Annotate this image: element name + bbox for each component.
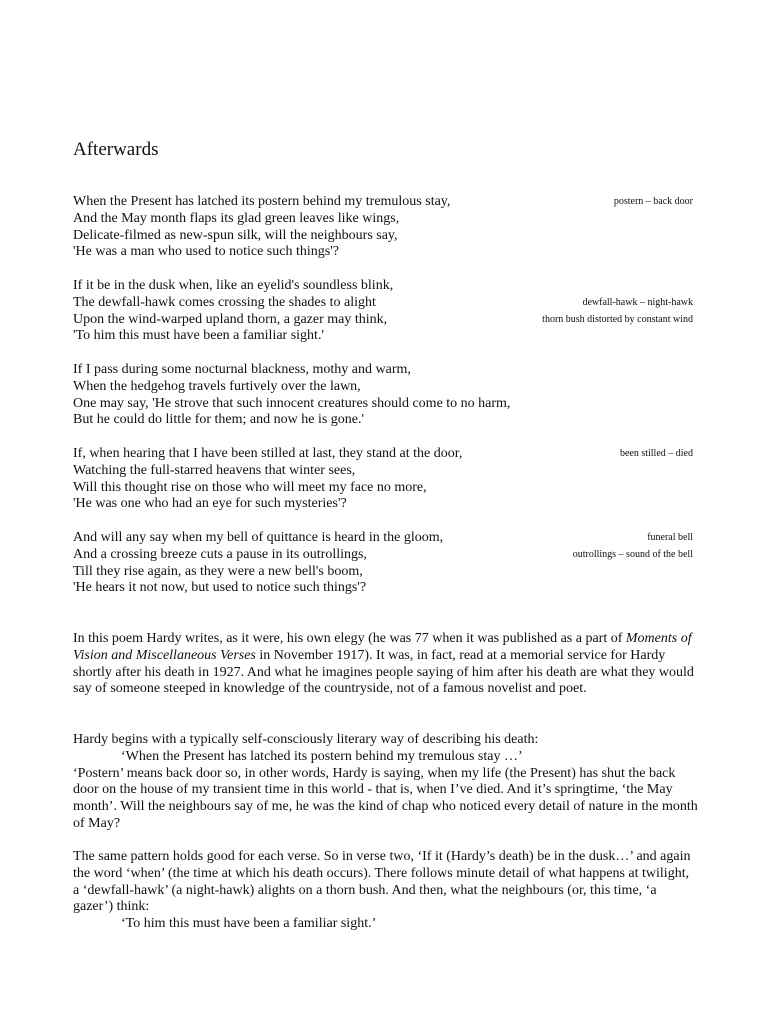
poem-line: [73, 446, 693, 463]
poem-line: [73, 278, 693, 295]
poem-line-text: Upon the wind-warped upland thorn, a gazer may think,: [73, 311, 388, 327]
poem-line: [73, 580, 693, 597]
poem-line-text: Will this thought rise on those who will meet my face no more,: [73, 479, 427, 495]
margin-gloss: been stilled – died: [619, 448, 693, 459]
stanza-4: [73, 446, 693, 513]
poem-line: [73, 564, 693, 581]
poem-line: [73, 362, 693, 379]
margin-gloss: postern – back door: [613, 196, 693, 207]
poem-line-text: 'He was a man who used to notice such things'?: [73, 244, 339, 260]
poem-line: [73, 244, 693, 261]
poem-title: Afterwards: [73, 139, 159, 160]
margin-gloss: funeral bell: [647, 532, 693, 543]
poem-line: [73, 379, 693, 396]
commentary-text: [73, 631, 698, 698]
poem-line-text: 'He was one who had an eye for such mysteries'?: [73, 496, 347, 512]
poem-line: [73, 412, 693, 429]
poem-line: [73, 547, 693, 564]
poem-line-text: When the Present has latched its postern behind my tremulous stay,: [73, 194, 451, 209]
poem-line-text: Till they rise again, as they were a new bell's boom,: [73, 563, 363, 579]
poem-line-text: When the hedgehog travels furtively over the lawn,: [73, 378, 361, 394]
commentary-text-run: In this poem Hardy writes, as it were, his own elegy (he was 77 when it was published as a part of: [73, 631, 626, 646]
quotation: ‘When the Present has latched its postern behind my tremulous stay …’: [121, 748, 523, 764]
commentary-text: The same pattern holds good for each verse. So in verse two, ‘If it (Hardy’s death) be in the dusk…’ and again the word ‘when’ (the time at which his death occurs). There follows minute detail of what happens at twilight, a ‘dewfall-hawk’ (a night-hawk) alights on a thorn bush. And then, what the neighbours (or, this time, ‘a gazer’) think:: [73, 849, 691, 915]
poem-line-text: If I pass during some nocturnal blackness, mothy and warm,: [73, 362, 411, 377]
commentary-text: ‘Postern’ means back door so, in other words, Hardy is saying, when my life (the Present) has shut the back door on the house of my transient time in this world - that is, when I’ve died. And it’s springtime, ‘the May month’. Will the neighbours say of me, he was the kind of chap who noticed every detail of nature in the month of May?: [73, 765, 698, 831]
poem-line-text: Delicate-filmed as new-spun silk, will the neighbours say,: [73, 227, 398, 243]
margin-gloss: outrollings – sound of the bell: [572, 548, 693, 560]
poem-line-text: 'He hears it not now, but used to notice such things'?: [73, 580, 367, 596]
margin-gloss: dewfall-hawk – night-hawk: [582, 296, 693, 308]
poem-line: [73, 228, 693, 245]
stanza-1: [73, 194, 693, 261]
commentary-paragraph-2: [73, 732, 698, 833]
poem-line: [73, 211, 693, 228]
poem-line-text: But he could do little for them; and now he is gone.': [73, 412, 365, 428]
poem-line-text: And will any say when my bell of quittance is heard in the gloom,: [73, 530, 444, 545]
stanza-3: [73, 362, 693, 429]
poem-line: [73, 295, 693, 312]
quotation: ‘To him this must have been a familiar sight.’: [121, 916, 377, 932]
margin-gloss: thorn bush distorted by constant wind: [542, 313, 693, 325]
book-title: Moments of Vision and Miscellaneous Verses: [73, 631, 692, 663]
commentary-text: Hardy begins with a typically self-consciously literary way of describing his death:: [73, 732, 539, 747]
poem-line: [73, 496, 693, 513]
commentary-paragraph-3: [73, 849, 698, 933]
poem-line-text: 'To him this must have been a familiar sight.': [73, 328, 324, 344]
poem-line: [73, 530, 693, 547]
poem-line-text: If, when hearing that I have been stilled at last, they stand at the door,: [73, 446, 463, 461]
poem-line: [73, 194, 693, 211]
commentary-text-run: in November 1917). It was, in fact, read at a memorial service for Hardy shortly after his death in 1927. And what he imagines people saying of him after his death are what they would say of someone steeped in knowledge of the countryside, not of a famous novelist and poet.: [73, 647, 694, 697]
poem-line: [73, 396, 693, 413]
poem-line: [73, 463, 693, 480]
poem-line-text: And the May month flaps its glad green leaves like wings,: [73, 210, 400, 226]
poem-line-text: One may say, 'He strove that such innocent creatures should come to no harm,: [73, 395, 511, 411]
commentary-paragraph-1: [73, 631, 698, 698]
poem-line: [73, 480, 693, 497]
poem-line-text: Watching the full-starred heavens that winter sees,: [73, 462, 356, 478]
poem-line: [73, 312, 693, 329]
poem-line-text: The dewfall-hawk comes crossing the shades to alight: [73, 294, 376, 310]
stanza-2: [73, 278, 693, 345]
poem-line-text: And a crossing breeze cuts a pause in its outrollings,: [73, 546, 367, 562]
poem-line: [73, 328, 693, 345]
poem-line-text: If it be in the dusk when, like an eyelid's soundless blink,: [73, 278, 394, 293]
stanza-5: [73, 530, 693, 597]
